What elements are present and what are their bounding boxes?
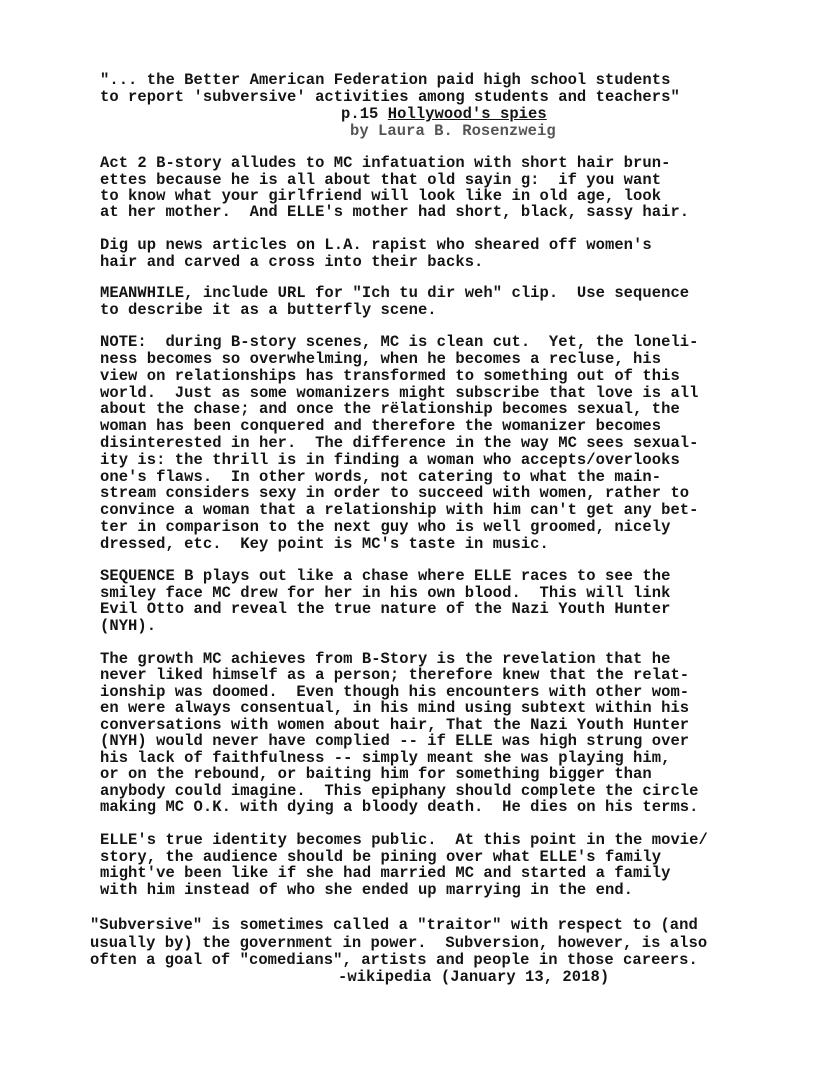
paragraph-line: his lack of faithfulness -- simply meant she was playing him,: [100, 749, 671, 767]
paragraph-line: never liked himself as a person; therefore knew that the relat-: [100, 666, 690, 684]
paragraph-line: world. Just as some womanizers might subscribe that love is all: [100, 384, 699, 402]
paragraph-line: at her mother. And ELLE's mother had short, black, sassy hair.: [100, 203, 690, 221]
paragraph-line: (NYH) would never have complied -- if ELLE was high strung over: [100, 732, 690, 750]
quote-line: "... the Better American Federation paid high school students: [100, 71, 671, 89]
paragraph-line: woman has been conquered and therefore the womanizer becomes: [100, 417, 662, 435]
paragraph-line: making MC O.K. with dying a bloody death. He dies on his terms.: [100, 798, 699, 816]
paragraph-line: might've been like if she had married MC and started a family: [100, 864, 671, 882]
paragraph-line: en were always consentual, in his mind using subtext within his: [100, 699, 690, 717]
paragraph-line: often a goal of "comedians", artists and people in those careers.: [90, 951, 698, 969]
paragraph-line: ELLE's true identity becomes public. At this point in the movie/: [100, 831, 708, 849]
paragraph-line: disinterested in her. The difference in the way MC sees sexual-: [100, 434, 699, 452]
paragraph-line: about the chase; and once the rëlationship becomes sexual, the: [100, 400, 680, 418]
paragraph-line: to know what your girlfriend will look like in old age, look: [100, 187, 662, 205]
paragraph-line: NOTE: during B-story scenes, MC is clean cut. Yet, the loneli-: [100, 333, 699, 351]
paragraph-line: ter in comparison to the next guy who is well groomed, nicely: [100, 518, 671, 536]
paragraph-line: dressed, etc. Key point is MC's taste in music.: [100, 535, 549, 553]
paragraph-line: Evil Otto and reveal the true nature of the Nazi Youth Hunter: [100, 600, 671, 618]
paragraph-line: ness becomes so overwhelming, when he becomes a recluse, his: [100, 350, 662, 368]
source-page: p.15: [341, 105, 388, 123]
paragraph-line: Act 2 B-story alludes to MC infatuation with short hair brun-: [100, 154, 671, 172]
paragraph-line: with him instead of who she ended up marrying in the end.: [100, 881, 634, 899]
paragraph-line: view on relationships has transformed to something out of this: [100, 367, 680, 385]
paragraph-line: to describe it as a butterfly scene.: [100, 301, 437, 319]
paragraph-line: usually by) the government in power. Subversion, however, is also: [90, 934, 708, 952]
paragraph-line: (NYH).: [100, 617, 157, 635]
source-title: Hollywood's spies: [387, 105, 547, 123]
paragraph-line: Dig up news articles on L.A. rapist who sheared off women's: [100, 236, 652, 254]
paragraph-line: one's flaws. In other words, not catering to what the main-: [100, 468, 662, 486]
paragraph-line: anybody could imagine. This epiphany should complete the circle: [100, 782, 699, 800]
paragraph-line: ity is: the thrill is in finding a woman who accepts/overlooks: [100, 451, 680, 469]
paragraph-line: convince a woman that a relationship with him can't get any bet-: [100, 501, 699, 519]
paragraph-line: MEANWHILE, include URL for "Ich tu dir weh" clip. Use sequence: [100, 284, 690, 302]
paragraph-line: "Subversive" is sometimes called a "traitor" with respect to (and: [90, 916, 698, 934]
paragraph-line: SEQUENCE B plays out like a chase where ELLE races to see the: [100, 567, 671, 585]
paragraph-line: ettes because he is all about that old sayin g: if you want: [100, 171, 662, 189]
paragraph-line: or on the rebound, or baiting him for something bigger than: [100, 765, 652, 783]
quote-author: by Laura B. Rosenzweig: [350, 122, 556, 140]
quote-source: [341, 106, 547, 123]
quote-line: to report 'subversive' activities among students and teachers": [100, 88, 680, 106]
paragraph-line: story, the audience should be pining over what ELLE's family: [100, 848, 662, 866]
paragraph-line: stream considers sexy in order to succeed with women, rather to: [100, 484, 690, 502]
paragraph-line: hair and carved a cross into their backs.: [100, 253, 484, 271]
paragraph-line: conversations with women about hair, That the Nazi Youth Hunter: [100, 716, 690, 734]
citation: -wikipedia (January 13, 2018): [338, 968, 610, 986]
paragraph-line: The growth MC achieves from B-Story is the revelation that he: [100, 650, 671, 668]
paragraph-line: ionship was doomed. Even though his encounters with other wom-: [100, 683, 690, 701]
paragraph-line: smiley face MC drew for her in his own blood. This will link: [100, 584, 671, 602]
